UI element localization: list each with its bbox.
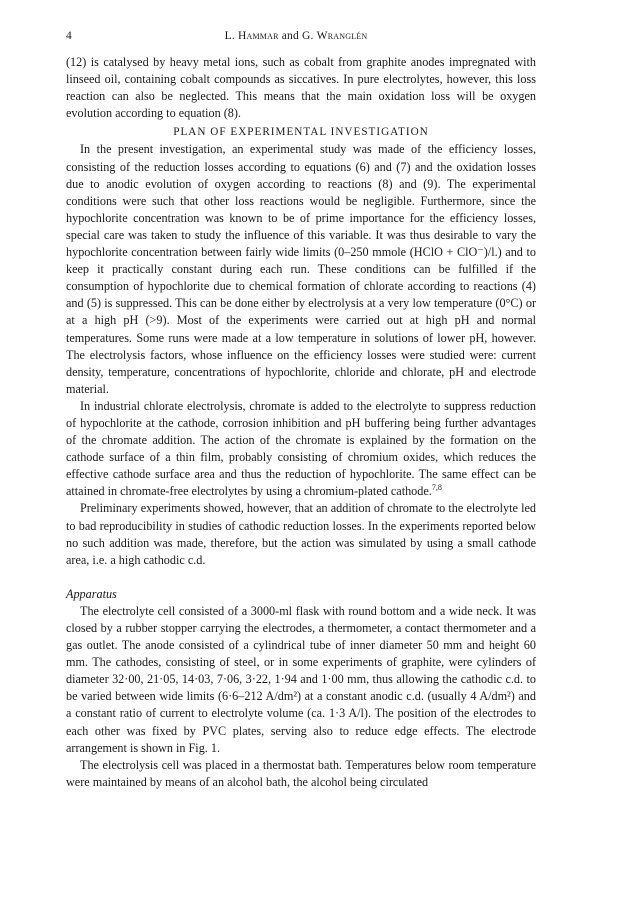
paragraph-plan-2 [66, 398, 536, 501]
paper-page [66, 30, 536, 791]
author-2: Wranglén [316, 30, 368, 42]
paragraph-plan-3: Preliminary experiments showed, however, that an addition of chromate to the electrolyte led to bad reproducibility in studies of cathodic reduction losses. In the experiments reported below no such addition was made, therefore, but the action was simulated by using a small cathode area, i.e. a high cathodic c.d. [66, 501, 536, 567]
running-header [66, 30, 536, 50]
paragraph-apparatus-1: The electrolyte cell consisted of a 3000-ml flask with round bottom and a wide neck. It was closed by a rubber stopper carrying the electrodes, a thermometer, a contact thermometer and a gas outlet. The anode consisted of a cylindrical tube of inner diameter 50 mm and height 60 mm. The cathodes, consisting of steel, or in some experiments of graphite, were cylinders of diameter 32·00, 21·05, 14·03, 7·06, 3·22, 1·94 and 1·00 mm, thus allowing the cathodic c.d. to be varied between wide limits (6·6–212 A/dm²) at a constant anodic c.d. (usually 4 A/dm²) and a constant ratio of current to electrolyte volume (ca. 1·3 A/l). The position of the electrodes to each other was fixed by PVC plates, serving also to reduce edge effects. The electrode arrangement is shown in Fig. 1. [66, 603, 536, 755]
paragraph-plan-1: In the present investigation, an experimental study was made of the efficiency losses, consisting of the reduction losses according to equations (6) and (7) and the oxidation losses due to anodic evolution of oxygen according to reactions (8) and (9). The experimental conditions were such that other loss reactions would be negligible. Furthermore, since the hypochlorite concentration was known to be of prime importance for the efficiency losses, special care was taken to study the influence of this variable. It was thus desirable to vary the hypochlorite concentration between fairly wide limits (0–250 mmole (HClO + ClO⁻)/l.) and to keep it practically constant during each run. These conditions can be fulfilled if the consumption of hypochlorite due to chemical formation of chlorate according to reactions (4) and (5) is suppressed. This can be done either by electrolysis at a very low temperature (0°C) or at a high pH (>9). Most of the experiments were carried out at high pH and normal temperatures. Some runs were made at a low temperature in solutions of lower pH, however. The electrolysis factors, whose influence on the efficiency losses were studied were: current density, temperature, concentrations of hypochlorite, chloride and chlorate, pH and electrode material. [66, 142, 536, 396]
author-1: Hammar [238, 30, 279, 42]
paragraph-intro: (12) is catalysed by heavy metal ions, such as cobalt from graphite anodes impregnated with linseed oil, containing cobalt compounds as siccatives. In pure electrolytes, however, this loss reaction can also be neglected. This means that the main oxidation loss will be oxygen evolution according to equation (8). [66, 55, 536, 121]
paragraph-apparatus-2: The electrolysis cell was placed in a thermostat bath. Temperatures below room temperature were maintained by means of an alcohol bath, the alcohol being circulated [66, 757, 536, 789]
page-number: 4 [66, 30, 72, 42]
header-authors [86, 30, 536, 42]
authors-and: and G. [278, 30, 317, 42]
authors-prefix: L. [224, 30, 239, 42]
paragraph-plan-2-text: In industrial chlorate electrolysis, chromate is added to the electrolyte to suppress reduction of hypochlorite at the cathode, corrosion inhibition and pH buffering being further advantages of the chromate addition. The action of the chromate is explained by the formation on the cathode surface of a thin film, probably consisting of chromium oxides, which reduces the effective cathode surface area and thus the reduction of hypochlorite. The same effect can be attained in chromate-free electrolytes by using a chromium-plated cathode. [66, 398, 536, 499]
citation-refs: 7,8 [431, 483, 442, 493]
subsection-heading: Apparatus [66, 586, 117, 601]
section-heading: PLAN OF EXPERIMENTAL INVESTIGATION [173, 126, 429, 139]
